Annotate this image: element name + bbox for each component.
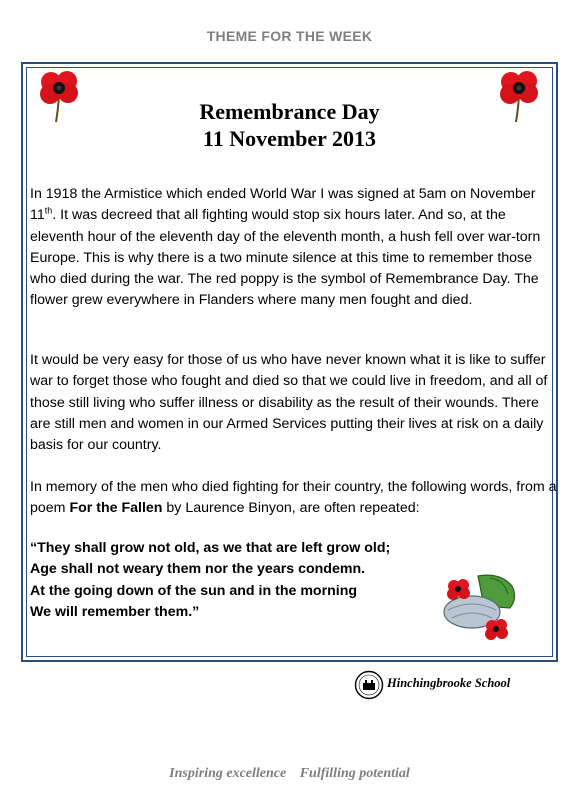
superscript: th xyxy=(44,205,53,216)
paragraph-text: by Laurence Binyon, are often repeated: xyxy=(162,500,420,517)
poem-line: At the going down of the sun and in the morning xyxy=(30,582,358,599)
paragraph-poem-intro xyxy=(30,477,558,520)
paragraph-armistice xyxy=(30,184,558,312)
poem-line: “They shall grow not old, as we that are left grow old; xyxy=(30,540,391,556)
school-logo xyxy=(354,668,538,702)
title-line-2: 11 November 2013 xyxy=(202,126,377,151)
poem-line: We will remember them.” xyxy=(30,603,200,620)
tagline-part: Fulfilling potential xyxy=(299,766,410,781)
paragraph-text: In 1918 the Armistice which ended World War I was signed at 5am on November 11 xyxy=(30,186,536,224)
paragraph-remember: It would be very easy for those of us who have never known what it is like to suffer war to forget those who fought and died so that we could live in freedom, and all of those still living who suffer illness or disability as the result of their wounds. There are still men and women in our Armed Services putting their lives at risk on a daily basis for our country. xyxy=(30,352,548,454)
paragraph-text: In memory of the men who died fighting for their country, the following words, from a poem xyxy=(30,479,557,517)
page-header: THEME FOR THE WEEK xyxy=(206,28,373,44)
paragraph-text: . It was decreed that all fighting would stop six hours later. And so, at the eleventh hour of the eleventh day of the eleventh month, a hush fell over war-torn Europe. This is why there is a two minute silence at this time to remember those who died during the war. The red poppy is the symbol of Remembrance Day. The flower grew everywhere in Flanders where many men fought and died. xyxy=(30,207,541,309)
tagline-part: Inspiring excellence xyxy=(169,766,287,781)
school-name: Hinchingbrooke School xyxy=(387,676,511,690)
poem-quote xyxy=(30,538,390,623)
poem-line: Age shall not weary them nor the years condemn. xyxy=(30,561,366,578)
title-line-1: Remembrance Day xyxy=(199,99,380,124)
poem-title: For the Fallen xyxy=(69,500,163,517)
footer-tagline xyxy=(0,766,579,782)
helmet-wreath-icon xyxy=(438,568,520,644)
school-crest-icon xyxy=(354,670,384,700)
page-title xyxy=(0,98,579,152)
